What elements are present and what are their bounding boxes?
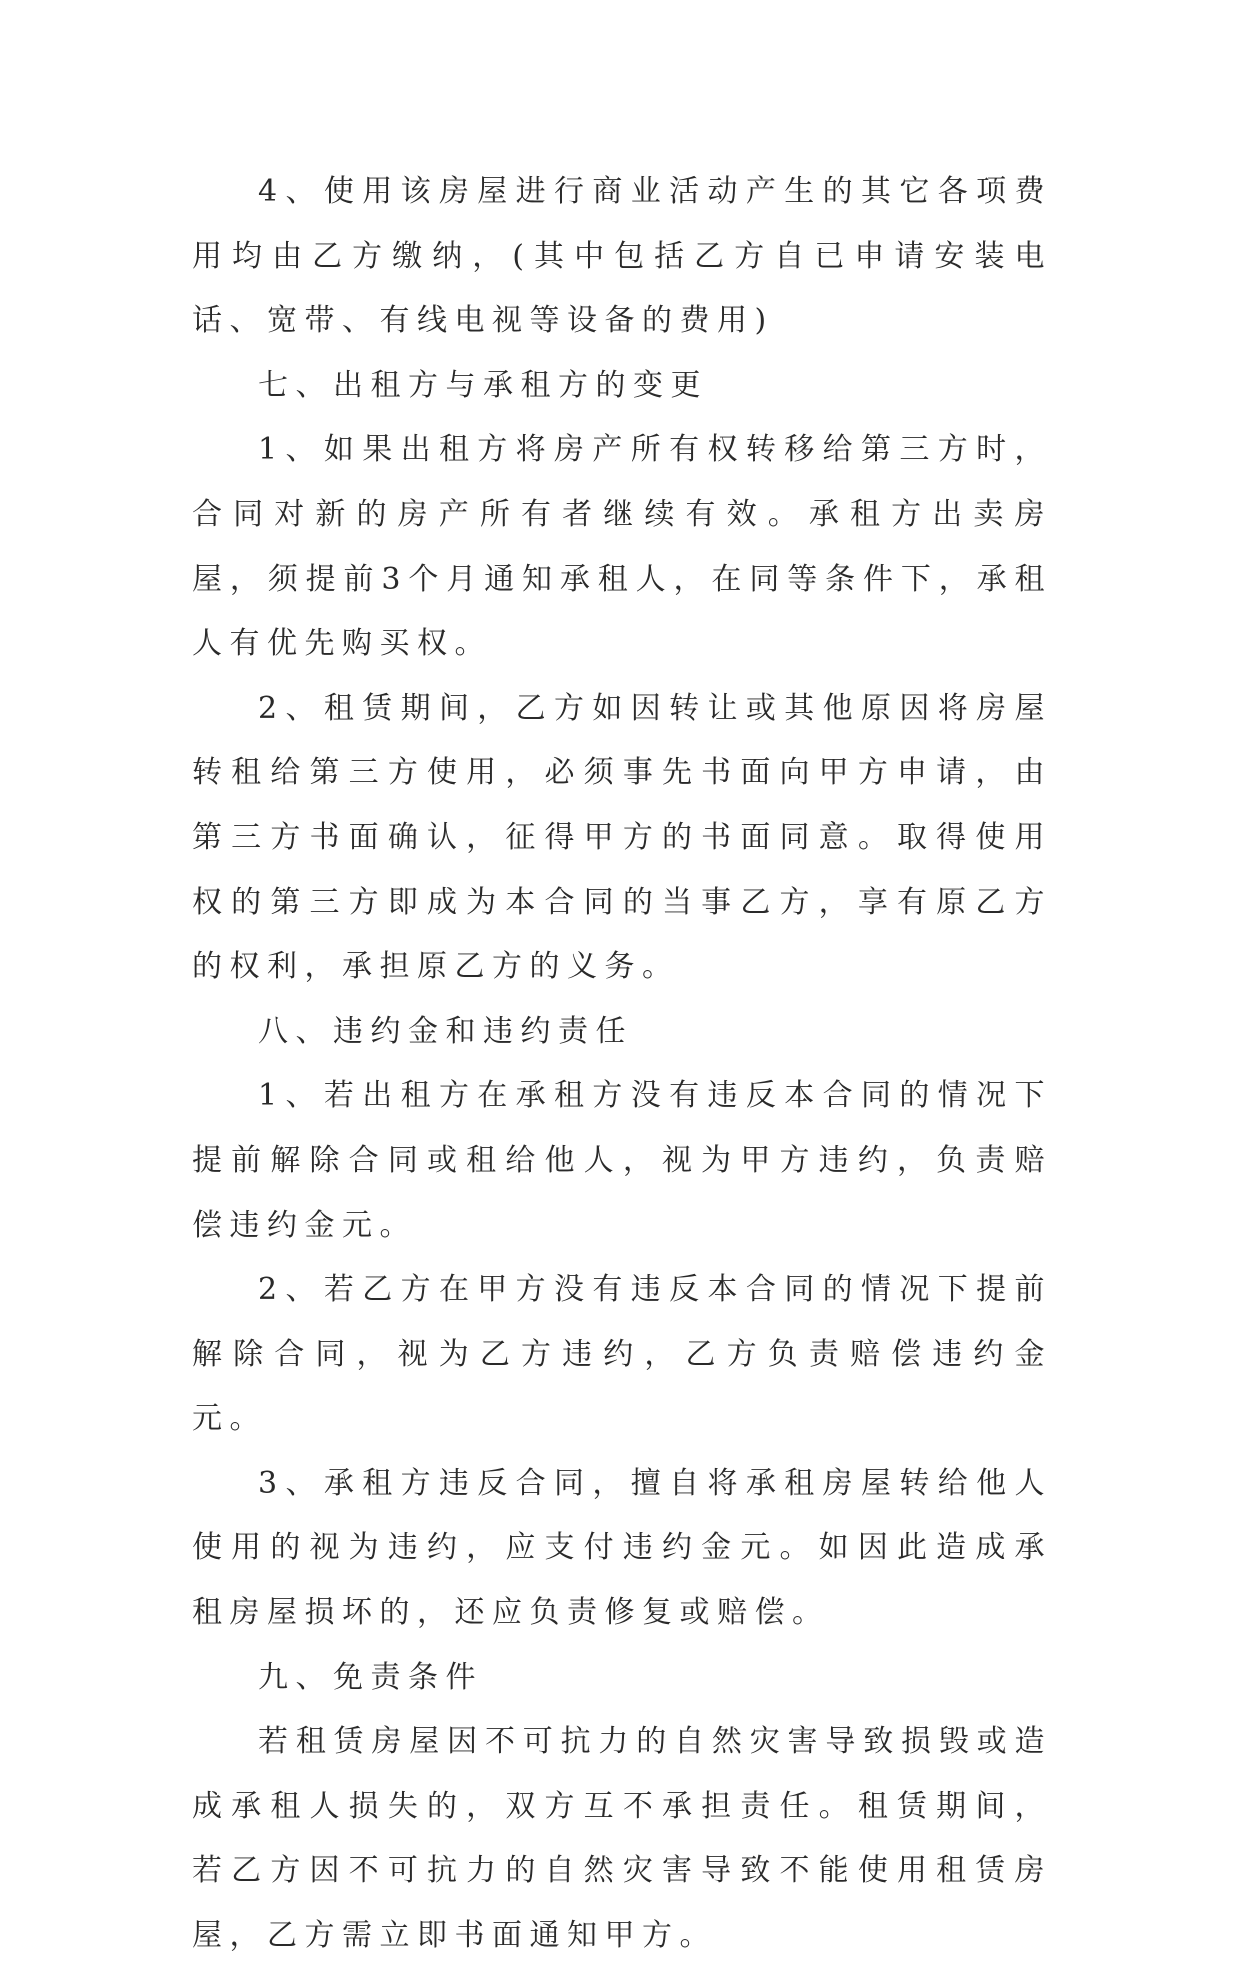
clause-7-1-ownership-transfer: 1、如果出租方将房产所有权转移给第三方时，合同对新的房产所有者继续有效。承租方出卖房屋，须提前3个月通知承租人，在同等条件下，承租人有优先购买权。: [192, 432, 1052, 662]
clause-8-3-unauthorized-transfer: 3、承租方违反合同，擅自将承租房屋转给他人使用的视为违约，应支付违约金元。如因此造成承租房屋损坏的，还应负责修复或赔偿。: [192, 1465, 1052, 1631]
clause-4-commercial-fees: 4、使用该房屋进行商业活动产生的其它各项费用均由乙方缴纳，(其中包括乙方自已申请安装电话、宽带、有线电视等设备的费用): [192, 174, 1052, 339]
section-9-heading: 九、免责条件: [258, 1659, 483, 1695]
section-7-heading: 七、出租方与承租方的变更: [258, 367, 708, 403]
clause-8-1-lessor-breach: 1、若出租方在承租方没有违反本合同的情况下提前解除合同或租给他人，视为甲方违约，负责赔偿违约金元。: [192, 1078, 1052, 1243]
clause-8-2-lessee-breach: 2、若乙方在甲方没有违反本合同的情况下提前解除合同，视为乙方违约，乙方负责赔偿违约金元。: [192, 1272, 1052, 1437]
section-8-heading: 八、违约金和违约责任: [258, 1013, 633, 1049]
clause-9-force-majeure: 若租赁房屋因不可抗力的自然灾害导致损毁或造成承租人损失的，双方互不承担责任。租赁期间，若乙方因不可抗力的自然灾害导致不能使用租赁房屋，乙方需立即书面通知甲方。: [192, 1724, 1052, 1954]
document-body: [192, 160, 1052, 1969]
clause-7-2-sublease: 2、租赁期间，乙方如因转让或其他原因将房屋转租给第三方使用，必须事先书面向甲方申请，由第三方书面确认，征得甲方的书面同意。取得使用权的第三方即成为本合同的当事乙方，享有原乙方的权利，承担原乙方的义务。: [192, 690, 1052, 985]
